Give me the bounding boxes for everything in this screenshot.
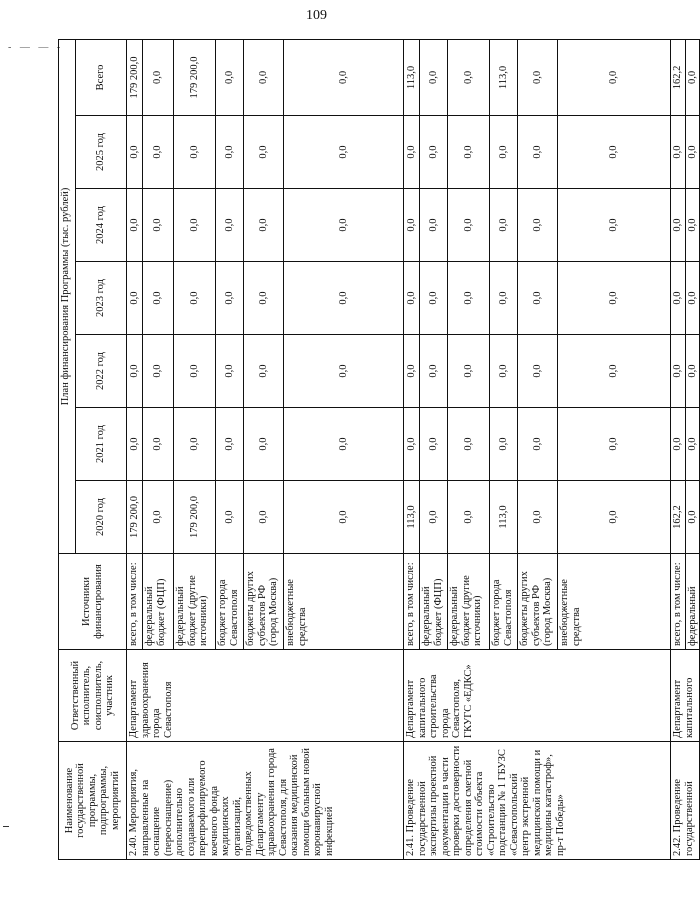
executor: Департамент здравоохранения города Севастополя [127, 650, 404, 742]
year-value: 0,0 [127, 335, 143, 408]
year-value: 0,0 [127, 408, 143, 481]
year-value: 0,0 [284, 189, 404, 262]
table-body [127, 39, 700, 859]
year-value: 0,0 [671, 262, 686, 335]
year-value: 0,0 [404, 116, 420, 189]
year-value: 0,0 [143, 189, 174, 262]
year-value: 0,0 [448, 481, 490, 554]
year-value: 0,0 [244, 335, 284, 408]
year-value: 179 200,0 [174, 481, 216, 554]
year-value: 0,0 [216, 189, 244, 262]
funding-source: бюджет города Севастополя [216, 554, 244, 650]
header-year: 2020 год [76, 481, 127, 554]
funding-source: бюджеты других субъектов РФ (город Москва) [518, 554, 558, 650]
header-year: 2021 год [76, 408, 127, 481]
year-value: 0,0 [671, 335, 686, 408]
year-value: 0,0 [284, 335, 404, 408]
total-value: 0,0 [448, 39, 490, 115]
funding-source: всего, в том числе: [671, 554, 686, 650]
total-value: 113,0 [404, 39, 420, 115]
year-value: 0,0 [143, 335, 174, 408]
year-value: 0,0 [404, 262, 420, 335]
year-value: 0,0 [284, 481, 404, 554]
year-value: 0,0 [490, 408, 518, 481]
year-value: 0,0 [558, 189, 671, 262]
funding-source: федеральный бюджет (ФЦП) [420, 554, 448, 650]
header-year: 2023 год [76, 262, 127, 335]
year-value: 0,0 [685, 408, 700, 481]
year-value: 0,0 [518, 335, 558, 408]
year-value: 0,0 [558, 335, 671, 408]
financing-table [58, 39, 700, 860]
year-value: 0,0 [143, 262, 174, 335]
year-value: 0,0 [685, 335, 700, 408]
header-year: 2025 год [76, 116, 127, 189]
funding-source: федеральный [685, 554, 700, 650]
funding-source: федеральный бюджет (другие источники) [448, 554, 490, 650]
year-value: 0,0 [174, 335, 216, 408]
year-value: 0,0 [284, 262, 404, 335]
funding-source: всего, в том числе: [404, 554, 420, 650]
year-value: 0,0 [671, 408, 686, 481]
header-total: Всего [76, 39, 127, 115]
year-value: 0,0 [127, 189, 143, 262]
year-value: 0,0 [143, 116, 174, 189]
year-value: 0,0 [143, 481, 174, 554]
year-value: 0,0 [174, 189, 216, 262]
year-value: 0,0 [671, 116, 686, 189]
year-value: 0,0 [490, 189, 518, 262]
year-value: 0,0 [404, 408, 420, 481]
year-value: 0,0 [518, 262, 558, 335]
year-value: 0,0 [420, 262, 448, 335]
total-value: 179 200,0 [174, 39, 216, 115]
year-value: 0,0 [127, 262, 143, 335]
table-row [404, 39, 420, 859]
year-value: 0,0 [420, 408, 448, 481]
header-name: Наименование государственной программы, подпрограммы, мероприятий [59, 742, 127, 860]
total-value: 0,0 [143, 39, 174, 115]
year-value: 0,0 [127, 116, 143, 189]
year-value: 0,0 [420, 189, 448, 262]
header-year: 2022 год [76, 335, 127, 408]
year-value: 0,0 [143, 408, 174, 481]
year-value: 113,0 [404, 481, 420, 554]
funding-source: бюджет города Севастополя [490, 554, 518, 650]
executor: Департамент капитального [671, 650, 700, 742]
year-value: 0,0 [518, 116, 558, 189]
total-value: 0,0 [685, 39, 700, 115]
total-value: 0,0 [518, 39, 558, 115]
year-value: 0,0 [448, 335, 490, 408]
year-value: 0,0 [244, 408, 284, 481]
year-value: 0,0 [216, 116, 244, 189]
page-number: 109 [306, 8, 327, 23]
year-value: 0,0 [518, 408, 558, 481]
year-value: 0,0 [216, 262, 244, 335]
year-value: 0,0 [284, 408, 404, 481]
total-value: 0,0 [216, 39, 244, 115]
funding-source: всего, в том числе: [127, 554, 143, 650]
total-value: 0,0 [420, 39, 448, 115]
total-value: 0,0 [244, 39, 284, 115]
year-value: 0,0 [518, 189, 558, 262]
year-value: 0,0 [420, 335, 448, 408]
header-executor: Ответственный исполнитель, соисполнитель, участник [59, 650, 127, 742]
year-value: 179 200,0 [127, 481, 143, 554]
year-value: 0,0 [404, 189, 420, 262]
year-value: 113,0 [490, 481, 518, 554]
funding-source: федеральный бюджет (ФЦП) [143, 554, 174, 650]
funding-source: внебюджетные средства [284, 554, 404, 650]
year-value: 0,0 [216, 481, 244, 554]
funding-source: федеральный бюджет (другие источники) [174, 554, 216, 650]
year-value: 0,0 [174, 116, 216, 189]
funding-source: внебюджетные средства [558, 554, 671, 650]
year-value: 0,0 [558, 481, 671, 554]
activity-name: 2.42. Проведение государственной [671, 742, 700, 860]
year-value: 0,0 [490, 116, 518, 189]
activity-name: 2.41. Проведение государственной экспертизы проектной документации в части проверки достоверности определения сметной стоимости объекта «Строительство подстанции № 1 ГБУЗС «Севастопольский центр экстренной медицинской помощи и медицины катастроф», пр-т Победы» [404, 742, 671, 860]
year-value: 0,0 [558, 116, 671, 189]
margin-dashes: - — — - [8, 42, 64, 53]
year-value: 0,0 [216, 408, 244, 481]
year-value: 0,0 [448, 262, 490, 335]
total-value: 0,0 [284, 39, 404, 115]
year-value: 0,0 [518, 481, 558, 554]
funding-source: бюджеты других субъектов РФ (город Москва) [244, 554, 284, 650]
year-value: 0,0 [420, 116, 448, 189]
year-value: 0,0 [404, 335, 420, 408]
total-value: 179 200,0 [127, 39, 143, 115]
year-value: 0,0 [174, 262, 216, 335]
year-value: 162,2 [671, 481, 686, 554]
year-value: 0,0 [558, 262, 671, 335]
year-value: 0,0 [558, 408, 671, 481]
margin-tick [3, 826, 9, 827]
total-value: 0,0 [558, 39, 671, 115]
year-value: 0,0 [685, 189, 700, 262]
year-value: 0,0 [284, 116, 404, 189]
year-value: 0,0 [244, 262, 284, 335]
year-value: 0,0 [448, 116, 490, 189]
header-source: Источники финансирования [59, 554, 127, 650]
activity-name: 2.40. Мероприятия, направленные на оснащение (переоснащение) дополнительно создаваемого или перепрофилируемого коечного фонда медицинских организаций, подведомственных Департаменту здравоохранения города Севастополя, для оказания медицинской помощи больным новой коронавирусной инфекцией [127, 742, 404, 860]
year-value: 0,0 [448, 408, 490, 481]
year-value: 0,0 [244, 189, 284, 262]
table-row [671, 39, 686, 859]
year-value: 0,0 [685, 262, 700, 335]
total-value: 113,0 [490, 39, 518, 115]
year-value: 0,0 [490, 335, 518, 408]
executor: Департамент капитального строительства города Севастополя, ГКУГС «ЕДКС» [404, 650, 671, 742]
year-value: 0,0 [244, 116, 284, 189]
table-row [127, 39, 143, 859]
header-plan: План финансирования Программы (тыс. рублей) [59, 39, 76, 553]
year-value: 0,0 [174, 408, 216, 481]
year-value: 0,0 [685, 481, 700, 554]
year-value: 0,0 [490, 262, 518, 335]
year-value: 0,0 [244, 481, 284, 554]
year-value: 0,0 [685, 116, 700, 189]
year-value: 0,0 [216, 335, 244, 408]
year-value: 0,0 [671, 189, 686, 262]
year-value: 0,0 [448, 189, 490, 262]
total-value: 162,2 [671, 39, 686, 115]
rotated-table-wrapper [58, 40, 698, 860]
year-value: 0,0 [420, 481, 448, 554]
header-year: 2024 год [76, 189, 127, 262]
